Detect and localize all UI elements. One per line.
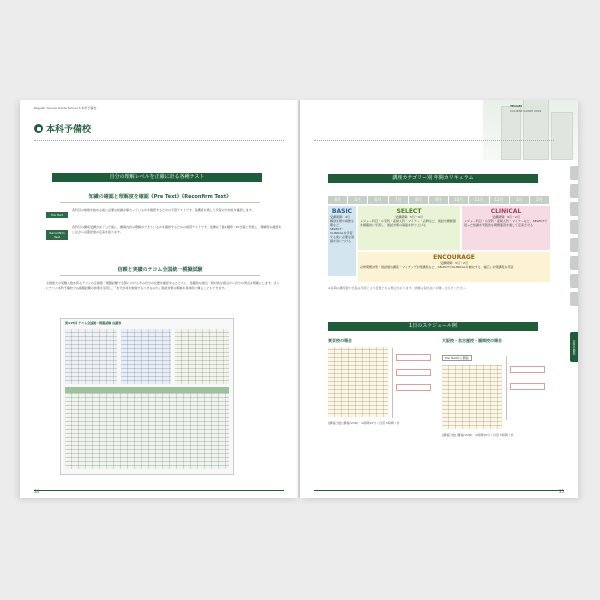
index-tab bbox=[570, 166, 578, 180]
select-desc: メジャー科目・小児科・産婦人科・マイナー・必修など、国試出題範囲を網羅的に学習し、国試対策の基盤を作り上げる bbox=[360, 219, 456, 227]
right-page bbox=[300, 100, 578, 498]
index-tab bbox=[570, 202, 578, 216]
select-label: SELECT bbox=[396, 208, 422, 215]
encourage-block bbox=[358, 252, 550, 282]
month-cell: 12月 bbox=[490, 196, 509, 204]
school-logo-icon bbox=[34, 124, 43, 133]
running-head: TECOM bbox=[510, 104, 522, 108]
left-page bbox=[20, 100, 298, 498]
tag-pre-text: Pre Text bbox=[46, 212, 68, 218]
curriculum-note: ※各期の講座数や日程は年度により変更となる場合があります。詳細は各校舎にお問い合わせください。 bbox=[328, 286, 469, 290]
basic-block bbox=[328, 206, 356, 276]
month-cell: 1月 bbox=[510, 196, 529, 204]
divider bbox=[314, 138, 554, 141]
clinical-period: 受講期間：9月〜2月 bbox=[492, 215, 520, 219]
para-mock-exam: 全国最大の受験人数を誇るテコムの全国統一模擬試験で全国における今の自分の位置を確認するとともに、客観的な視点・相対的な視点から自分の弱点を明確にします。さらにテコム本科予備校では模擬試験の結果を活用し、『自分が何を勉強するべきなのか』国試対策の戦略を具体的に練ることもできます。 bbox=[46, 281, 280, 290]
page-number: 34 bbox=[34, 489, 40, 494]
report-table bbox=[175, 329, 229, 384]
osaka-timetable bbox=[442, 365, 502, 429]
active-index-tab: 本科予備校 bbox=[570, 332, 578, 362]
month-cell: 6月 bbox=[368, 196, 387, 204]
folio-rule bbox=[34, 490, 284, 491]
running-subhead: COURSE GUIDE 2021 bbox=[510, 109, 542, 113]
subhead-underline bbox=[60, 202, 260, 203]
divider bbox=[34, 138, 284, 141]
page-number: 35 bbox=[558, 489, 564, 494]
osaka-schedule bbox=[442, 338, 546, 437]
month-cell: 7月 bbox=[389, 196, 408, 204]
osaka-title: 大阪校・名古屋校・福岡校の場合 bbox=[442, 338, 502, 343]
section-title: 本科予備校 bbox=[46, 125, 92, 135]
month-cell: 10月 bbox=[449, 196, 468, 204]
schedule-banner: 1日のスケジュール例 bbox=[328, 322, 538, 331]
subhead-pretext: 知識の確認と理解度を確認《Pre Text》《Reconfirm Text》 bbox=[88, 194, 232, 200]
tokyo-schedule bbox=[328, 338, 432, 425]
folio-rule bbox=[314, 490, 564, 491]
report-table bbox=[65, 387, 229, 469]
index-tab bbox=[570, 184, 578, 198]
tokyo-callouts bbox=[392, 348, 431, 418]
index-tab bbox=[570, 220, 578, 234]
report-table bbox=[121, 329, 171, 384]
report-table bbox=[65, 329, 117, 384]
month-cell: 9月 bbox=[429, 196, 448, 204]
tests-banner: 自分の理解レベルを正確に計る各種テスト bbox=[52, 173, 262, 182]
osaka-total: [講義日数] 講義(VOD)・2時間30分 / 自習 5時間 / 計 bbox=[442, 433, 514, 437]
month-cell: 8月 bbox=[409, 196, 428, 204]
index-tab bbox=[570, 256, 578, 270]
report-table-header bbox=[65, 387, 229, 393]
para-pre-text: 各科目の勉強を始める前に必要な知識が備わっているかを確認するための予習テストです。各講座を通して学習の方向性を確認します。 bbox=[72, 208, 255, 212]
report-title: 第115回 テコム全国統一模擬試験 成績表 bbox=[65, 321, 122, 325]
basic-desc: 解剖生理や病態生理など、SELECT・CLINICALを学習する前に必要な基礎を身につける bbox=[330, 219, 355, 243]
section-header bbox=[34, 122, 91, 135]
subhead-mock-exam: 信頼と実績のテコム全国統一模擬試験 bbox=[117, 267, 203, 273]
tokyo-total: [講義日数] 講義(VOD)・2時間30分 / 自習 5時間 / 計 bbox=[328, 421, 400, 425]
para-reconfirm: 各科目の講座受講が完了した後に、講義内容の理解ができているかを確認するための復習テストです。受講完了後1週間〜10日後に実施し、理解度の確認をしながら長期記憶の定着を図ります。 bbox=[72, 225, 282, 234]
month-cell: 5月 bbox=[348, 196, 367, 204]
osaka-callouts bbox=[506, 356, 545, 420]
basic-period: 受講期間：4月 bbox=[330, 215, 350, 219]
subhead-underline bbox=[60, 275, 260, 276]
month-header bbox=[328, 196, 550, 204]
osaka-note: Pre Textから開始 bbox=[442, 355, 472, 361]
running-head: Regular Course Guide School 3 本科予備校 bbox=[34, 106, 97, 110]
clinical-block bbox=[462, 206, 550, 250]
basic-label: BASIC bbox=[331, 208, 353, 215]
tokyo-title: 東京校の場合 bbox=[328, 338, 352, 343]
clinical-label: CLINICAL bbox=[490, 208, 522, 215]
month-cell: 2月 bbox=[530, 196, 549, 204]
encourage-desc: 必修問題対策・国試頻出講座・マッチング対策講座など、SELECTやCLINICALを補完する、幅広い対策講座を用意 bbox=[360, 265, 514, 269]
select-period: 受講期間：5月〜9月 bbox=[395, 215, 423, 219]
encourage-period: 受講期間：5月〜2月 bbox=[440, 261, 468, 265]
tag-reconfirm-test: Reconfirm Test bbox=[46, 230, 68, 240]
select-block bbox=[358, 206, 460, 250]
mock-exam-report-image bbox=[60, 318, 234, 475]
month-cell: 11月 bbox=[469, 196, 488, 204]
month-cell: 4月 bbox=[328, 196, 347, 204]
index-tab bbox=[570, 292, 578, 306]
encourage-label: ENCOURAGE bbox=[433, 254, 475, 261]
index-tab bbox=[570, 274, 578, 288]
tokyo-timetable bbox=[328, 347, 388, 417]
clinical-desc: メジャー科目・小児科・産婦人科・マイナーなど、SELECTで培った知識を実践的な問題演習を通して定着させる bbox=[464, 219, 548, 227]
curriculum-banner: 講座カテゴリー別 年間カリキュラム bbox=[328, 174, 538, 183]
index-tab bbox=[570, 238, 578, 252]
